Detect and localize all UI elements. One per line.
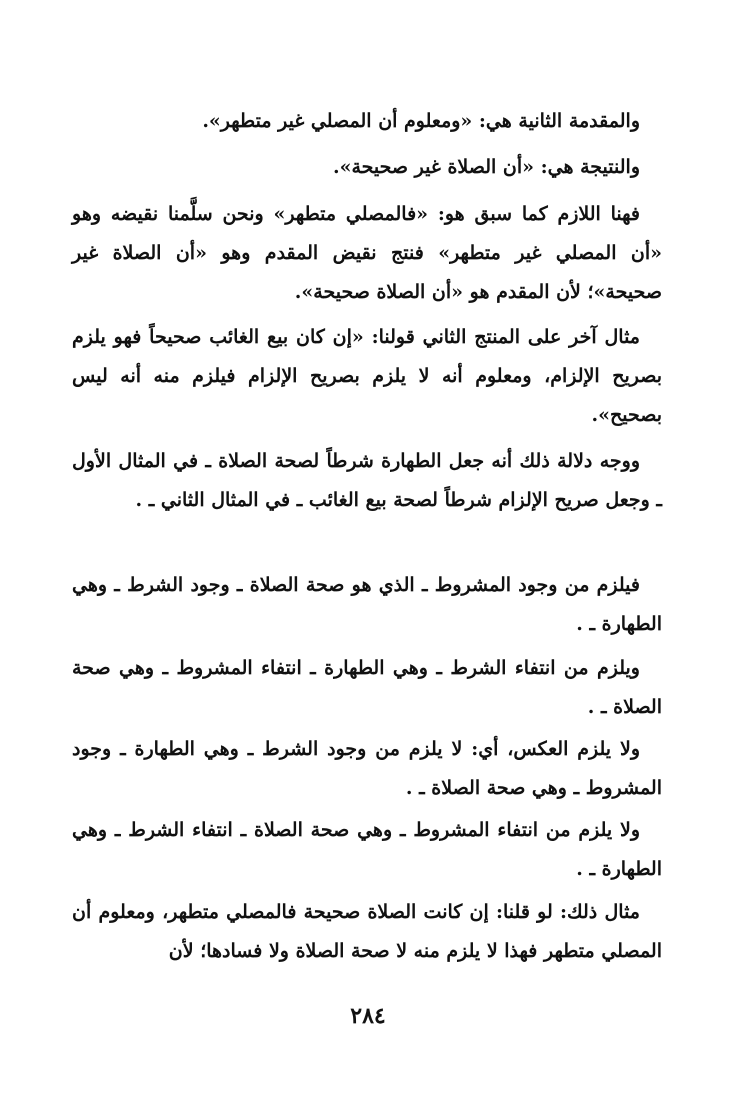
paragraph-reasoning xyxy=(72,442,662,520)
paragraph-negation-rule xyxy=(72,649,662,727)
page-number: ٢٨٤ xyxy=(350,1003,386,1029)
paragraph-consequent-explanation xyxy=(72,195,662,312)
paragraph-text: ووجه دلالة ذلك أنه جعل الطهارة شرطاً لصحة الصلاة ـ في المثال الأول ـ وجعل صريح الإلزام شرطاً لصحة بيع الغائب ـ في المثال الثاني ـ . xyxy=(72,450,662,511)
paragraph-text: والمقدمة الثانية هي: «ومعلوم أن المصلي غير متطهر». xyxy=(202,110,640,132)
paragraph-converse-rule xyxy=(72,730,662,808)
paragraph-text: مثال آخر على المنتج الثاني قولنا: «إن كان بيع الغائب صحيحاً فهو يلزم بصريح الإلزام، ومعلوم أنه لا يلزم بصريح الإلزام فيلزم منه أنه ليس بصحيح». xyxy=(72,326,662,426)
paragraph-text: ويلزم من انتفاء الشرط ـ وهي الطهارة ـ انتفاء المشروط ـ وهي صحة الصلاة ـ . xyxy=(72,657,662,718)
paragraph-text: مثال ذلك: لو قلنا: إن كانت الصلاة صحيحة فالمصلي متطهر، ومعلوم أن المصلي متطهر فهذا لا يلزم منه لا صحة الصلاة ولا فسادها؛ لأن xyxy=(72,901,662,962)
paragraph-second-example xyxy=(72,318,662,435)
paragraph-conclusion xyxy=(72,148,662,187)
paragraph-converse-negation xyxy=(72,811,662,889)
paragraph-existence-rule xyxy=(72,566,662,644)
paragraph-text: فهنا اللازم كما سبق هو: «فالمصلي متطهر» ونحن سلَّمنا نقيضه وهو «أن المصلي غير متطهر» فنتج نقيض المقدم وهو «أن الصلاة غير صحيحة»؛ لأن المقدم هو «أن الصلاة صحيحة». xyxy=(72,203,662,303)
paragraph-text: ولا يلزم العكس، أي: لا يلزم من وجود الشرط ـ وهي الطهارة ـ وجود المشروط ـ وهي صحة الصلاة ـ . xyxy=(72,738,662,799)
paragraph-final-example xyxy=(72,893,662,971)
paragraph-text: ولا يلزم من انتفاء المشروط ـ وهي صحة الصلاة ـ انتفاء الشرط ـ وهي الطهارة ـ . xyxy=(72,819,662,880)
paragraph-text: والنتيجة هي: «أن الصلاة غير صحيحة». xyxy=(332,156,640,178)
paragraph-text: فيلزم من وجود المشروط ـ الذي هو صحة الصلاة ـ وجود الشرط ـ وهي الطهارة ـ . xyxy=(72,574,662,635)
paragraph-second-premise xyxy=(72,102,662,141)
